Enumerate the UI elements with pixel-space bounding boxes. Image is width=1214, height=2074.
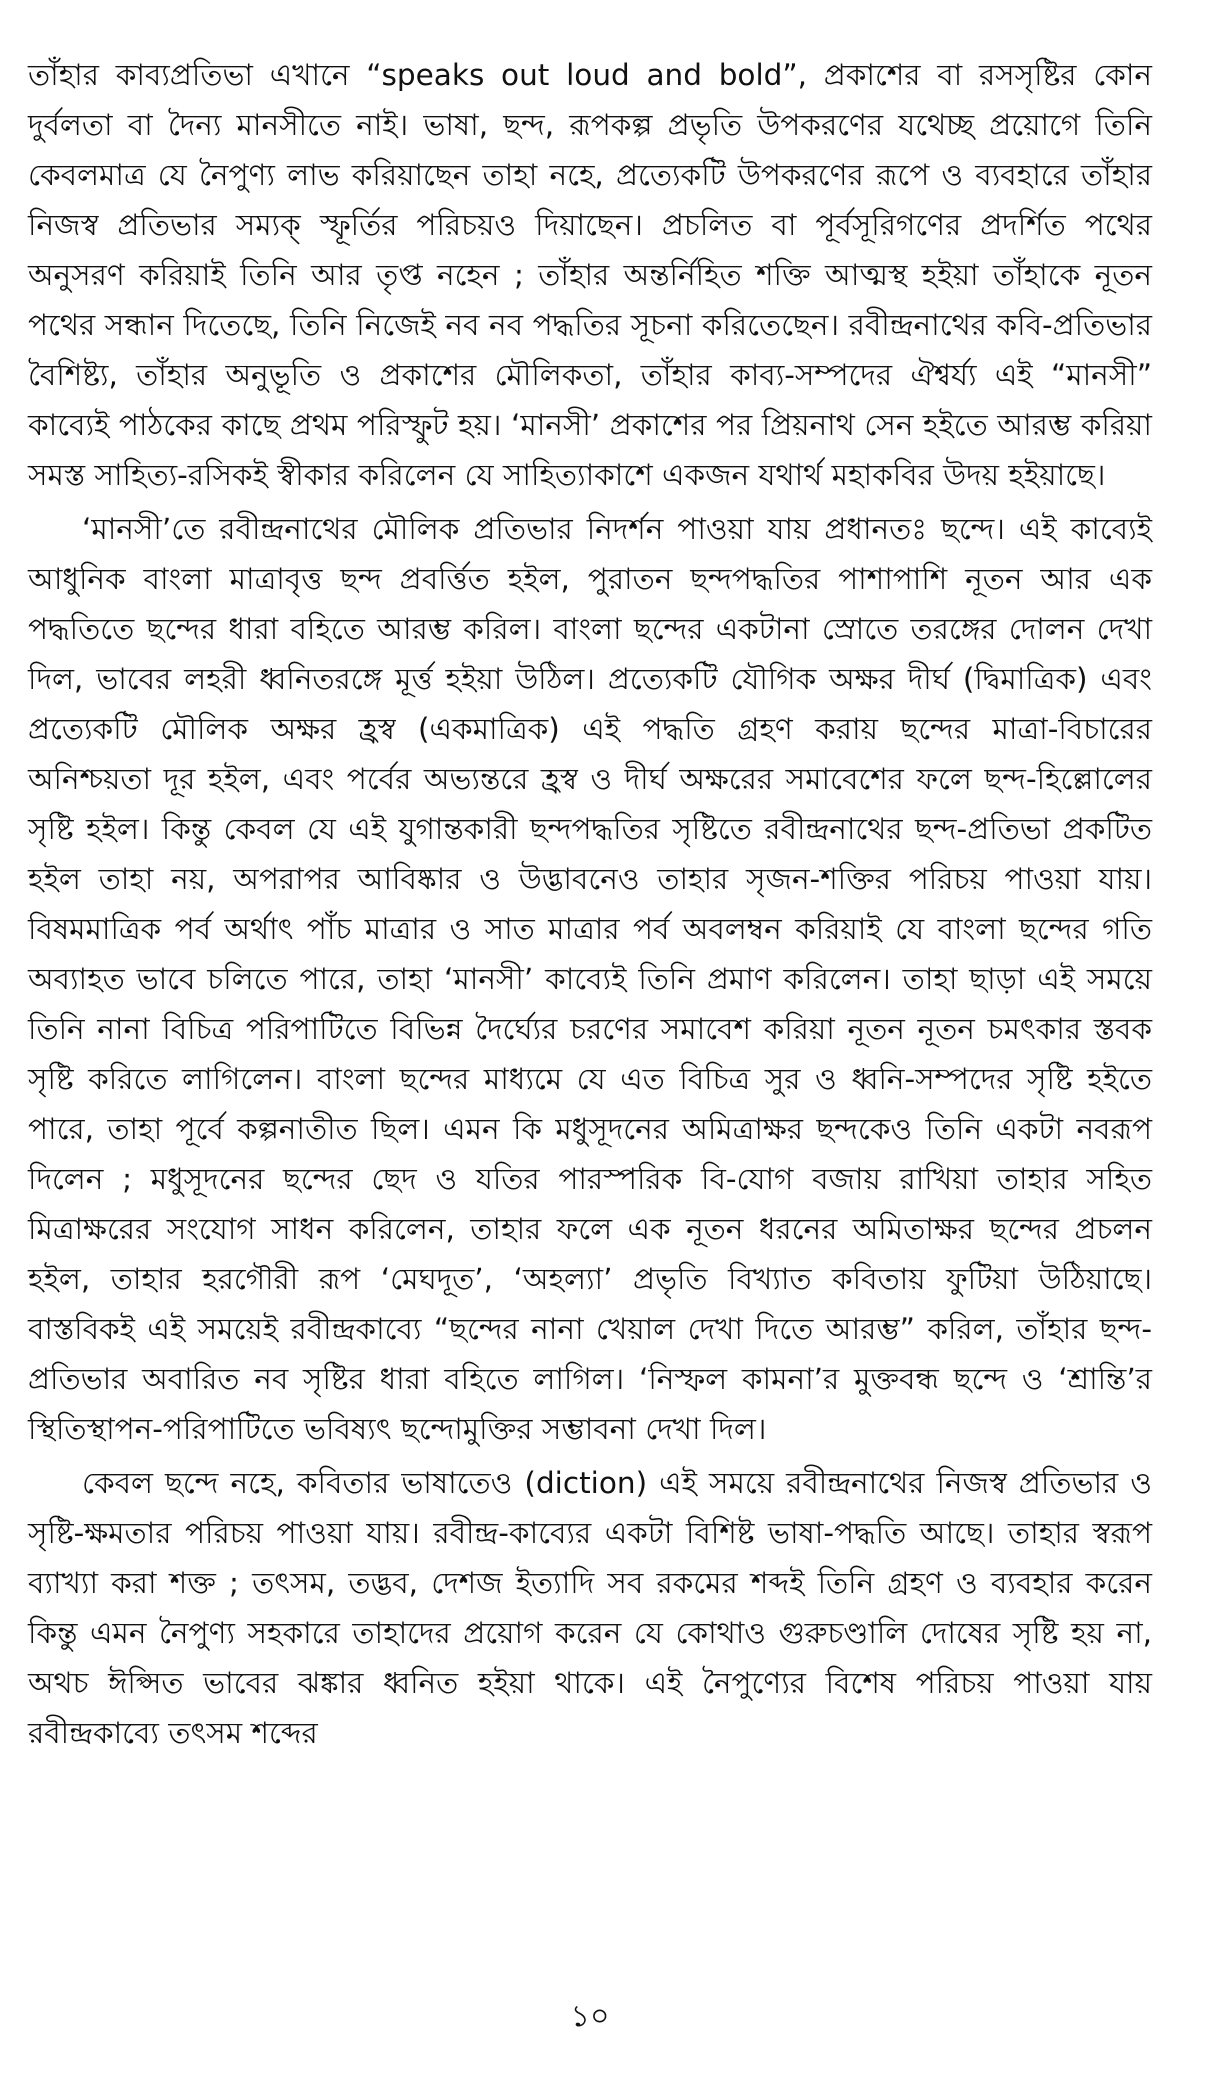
paragraph-3: কেবল ছন্দে নহে, কবিতার ভাষাতেও (diction) এই সময়ে রবীন্দ্রনাথের নিজস্ব প্রতিভার ও সৃষ্টি-ক্ষমতার পরিচয় পাওয়া যায়। রবীন্দ্র-কাব্যের একটা বিশিষ্ট ভাষা-পদ্ধতি আছে। তাহার স্বরূপ ব্যাখ্যা করা শক্ত ; তৎসম, তদ্ভব, দেশজ ইত্যাদি সব রকমের শব্দই তিনি গ্রহণ ও ব্যবহার করেন কিন্তু এমন নৈপুণ্য সহকারে তাহাদের প্রয়োগ করেন যে কোথাও গুরুচণ্ডালি দোষের সৃষ্টি হয় না, অথচ ঈপ্সিত ভাবের ঝঙ্কার ধ্বনিত হইয়া থাকে। এই নৈপুণ্যের বিশেষ পরিচয় পাওয়া যায় রবীন্দ্রকাব্যে তৎসম শব্দের bbox=[28, 1466, 1152, 1750]
paragraph-1: তাঁহার কাব্যপ্রতিভা এখানে “speaks out loud and bold”, প্রকাশের বা রসসৃষ্টির কোন দুর্বলতা বা দৈন্য মানসীতে নাই। ভাষা, ছন্দ, রূপকল্প প্রভৃতি উপকরণের যথেচ্ছ প্রয়োগে তিনি কেবলমাত্র যে নৈপুণ্য লাভ করিয়াছেন তাহা নহে, প্রত্যেকটি উপকরণের রূপে ও ব্যবহারে তাঁহার নিজস্ব প্রতিভার সম্যক্ স্ফূর্তির পরিচয়ও দিয়াছেন। প্রচলিত বা পূর্বসূরিগণের প্রদর্শিত পথের অনুসরণ করিয়াই তিনি আর তৃপ্ত নহেন ; তাঁহার অন্তর্নিহিত শক্তি আত্মস্থ হইয়া তাঁহাকে নূতন পথের সন্ধান দিতেছে, তিনি নিজেই নব নব পদ্ধতির সূচনা করিতেছেন। রবীন্দ্রনাথের কবি-প্রতিভার বৈশিষ্ট্য, তাঁহার অনুভূতি ও প্রকাশের মৌলিকতা, তাঁহার কাব্য-সম্পদের ঐশ্বর্য্য এই “মানসী” কাব্যেই পাঠকের কাছে প্রথম পরিস্ফুট হয়। ‘মানসী’ প্রকাশের পর প্রিয়নাথ সেন হইতে আরম্ভ করিয়া সমস্ত সাহিত্য-রসিকই স্বীকার করিলেন যে সাহিত্যাকাশে একজন যথার্থ মহাকবির উদয় হইয়াছে। bbox=[28, 58, 1152, 492]
document-page bbox=[28, 50, 1152, 2050]
page-number: ১০ bbox=[570, 1999, 610, 2034]
paragraph-2: ‘মানসী’তে রবীন্দ্রনাথের মৌলিক প্রতিভার নিদর্শন পাওয়া যায় প্রধানতঃ ছন্দে। এই কাব্যেই আধুনিক বাংলা মাত্রাবৃত্ত ছন্দ প্রবর্ত্তিত হইল, পুরাতন ছন্দপদ্ধতির পাশাপাশি নূতন আর এক পদ্ধতিতে ছন্দের ধারা বহিতে আরম্ভ করিল। বাংলা ছন্দের একটানা স্রোতে তরঙ্গের দোলন দেখা দিল, ভাবের লহরী ধ্বনিতরঙ্গে মূর্ত্ত হইয়া উঠিল। প্রত্যেকটি যৌগিক অক্ষর দীর্ঘ (দ্বিমাত্রিক) এবং প্রত্যেকটি মৌলিক অক্ষর হ্রস্ব (একমাত্রিক) এই পদ্ধতি গ্রহণ করায় ছন্দের মাত্রা-বিচারের অনিশ্চয়তা দূর হইল, এবং পর্বের অভ্যন্তরে হ্রস্ব ও দীর্ঘ অক্ষরের সমাবেশের ফলে ছন্দ-হিল্লোলের সৃষ্টি হইল। কিন্তু কেবল যে এই যুগান্তকারী ছন্দপদ্ধতির সৃষ্টিতে রবীন্দ্রনাথের ছন্দ-প্রতিভা প্রকটিত হইল তাহা নয়, অপরাপর আবিষ্কার ও উদ্ভাবনেও তাহার সৃজন-শক্তির পরিচয় পাওয়া যায়। বিষমমাত্রিক পর্ব অর্থাৎ পাঁচ মাত্রার ও সাত মাত্রার পর্ব অবলম্বন করিয়াই যে বাংলা ছন্দের গতি অব্যাহত ভাবে চলিতে পারে, তাহা ‘মানসী’ কাব্যেই তিনি প্রমাণ করিলেন। তাহা ছাড়া এই সময়ে তিনি নানা বিচিত্র পরিপাটিতে বিভিন্ন দৈর্ঘ্যের চরণের সমাবেশ করিয়া নূতন নূতন চমৎকার স্তবক সৃষ্টি করিতে লাগিলেন। বাংলা ছন্দের মাধ্যমে যে এত বিচিত্র সুর ও ধ্বনি-সম্পদের সৃষ্টি হইতে পারে, তাহা পূর্বে কল্পনাতীত ছিল। এমন কি মধুসূদনের অমিত্রাক্ষর ছন্দকেও তিনি একটা নবরূপ দিলেন ; মধুসূদনের ছন্দের ছেদ ও যতির পারস্পরিক বি-যোগ বজায় রাখিয়া তাহার সহিত মিত্রাক্ষরের সংযোগ সাধন করিলেন, তাহার ফলে এক নূতন ধরনের অমিতাক্ষর ছন্দের প্রচলন হইল, তাহার হরগৌরী রূপ ‘মেঘদূত’, ‘অহল্যা’ প্রভৃতি বিখ্যাত কবিতায় ফুটিয়া উঠিয়াছে। বাস্তবিকই এই সময়েই রবীন্দ্রকাব্যে “ছন্দের নানা খেয়াল দেখা দিতে আরম্ভ” করিল, তাঁহার ছন্দ-প্রতিভার অবারিত নব সৃষ্টির ধারা বহিতে লাগিল। ‘নিস্ফল কামনা’র মুক্তবন্ধ ছন্দে ও ‘শ্রান্তি’র স্থিতিস্থাপন-পরিপাটিতে ভবিষ্যৎ ছন্দোমুক্তির সম্ভাবনা দেখা দিল। bbox=[28, 512, 1152, 1446]
